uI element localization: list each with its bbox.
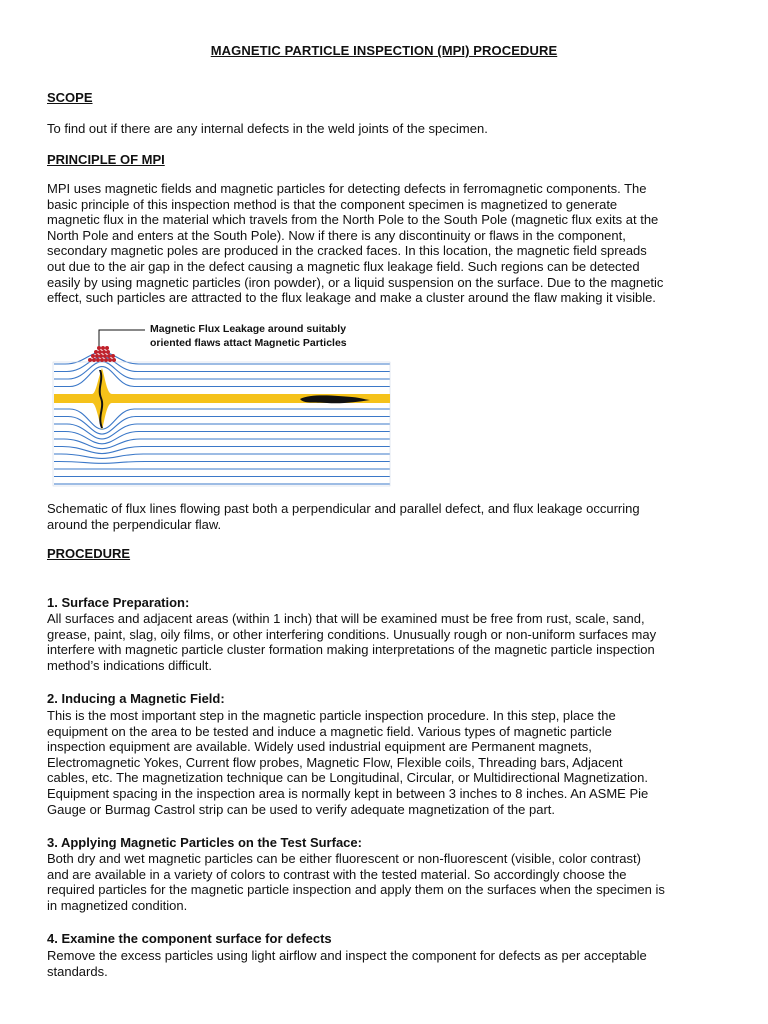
particle bbox=[95, 354, 99, 358]
step-line: standards. bbox=[47, 963, 108, 979]
principle-paragraph bbox=[47, 181, 727, 306]
caption-line: around the perpendicular flaw. bbox=[47, 516, 222, 532]
particle bbox=[98, 350, 102, 354]
step-line: Gauge or Burmag Castrol strip can be used to verify adequate magnetization of the part. bbox=[47, 801, 556, 817]
principle-line: effect, such particles are attracted to the flux leakage and make a cluster around the flaw making it visible. bbox=[47, 290, 656, 306]
particle bbox=[111, 354, 115, 358]
step-line: Both dry and wet magnetic particles can be either fluorescent or non-fluorescent (visible, color contrast) bbox=[47, 851, 641, 866]
step-paragraph bbox=[47, 948, 727, 979]
step-paragraph bbox=[47, 708, 727, 817]
particle bbox=[103, 354, 107, 358]
step-line: in magnetized condition. bbox=[47, 897, 188, 913]
field-line bbox=[54, 462, 390, 464]
principle-line: MPI uses magnetic fields and magnetic particles for detecting defects in ferromagnetic components. The bbox=[47, 181, 647, 196]
figure-caption bbox=[47, 501, 727, 532]
step-line: and are available in a variety of colors to contrast with the tested material. So accordingly choose the bbox=[47, 866, 627, 882]
step-title: 3. Applying Magnetic Particles on the Test Surface: bbox=[47, 835, 362, 850]
principle-line: basic principle of this inspection method is that the component specimen is magnetized to generate bbox=[47, 196, 618, 212]
principle-line: easily by using magnetic particles (iron powder), or a liquid suspension on the surface. Due to the magnetic bbox=[47, 274, 664, 290]
step-paragraph bbox=[47, 611, 727, 673]
particle bbox=[112, 358, 116, 362]
scope-text: To find out if there are any internal defects in the weld joints of the specimen. bbox=[47, 121, 488, 136]
particle bbox=[92, 358, 96, 362]
principle-heading: PRINCIPLE OF MPI bbox=[47, 152, 165, 167]
step-line: inspection equipment are available. Widely used industrial equipment are Permanent magnets, bbox=[47, 739, 592, 755]
particle bbox=[88, 358, 92, 362]
particle bbox=[102, 350, 106, 354]
step-line: All surfaces and adjacent areas (within 1 inch) that will be examined must be free from rust, scale, sand, bbox=[47, 611, 645, 626]
step-title: 4. Examine the component surface for defects bbox=[47, 931, 332, 946]
step-line: equipment on the area to be tested and induce a magnetic field. Various types of magnetic particle bbox=[47, 723, 612, 739]
particle bbox=[101, 346, 105, 350]
step-line: interfere with magnetic particle cluster formation making interpretations of the magnetic particle inspection bbox=[47, 642, 655, 658]
particle bbox=[108, 358, 112, 362]
step-line: method’s indications difficult. bbox=[47, 657, 213, 673]
field-line bbox=[54, 454, 390, 458]
step-line: Remove the excess particles using light airflow and inspect the component for defects as per acceptable bbox=[47, 948, 647, 963]
document-title: MAGNETIC PARTICLE INSPECTION (MPI) PROCEDURE bbox=[210, 43, 558, 58]
particle bbox=[96, 358, 100, 362]
principle-line: out due to the air gap in the defect causing a magnetic flux leakage field. Such regions can be detected bbox=[47, 258, 640, 274]
particle bbox=[91, 354, 95, 358]
principle-line: secondary magnetic poles are produced in the cracked faces. In this location, the magnetic field spreads bbox=[47, 243, 647, 259]
particle bbox=[94, 350, 98, 354]
particle bbox=[99, 354, 103, 358]
field-line bbox=[54, 447, 390, 454]
principle-line: magnetic flux in the material which travels from the North Pole to the South Pole (magnetic flux exits at the bbox=[47, 212, 659, 228]
step-title: 1. Surface Preparation: bbox=[47, 595, 190, 610]
step-paragraph bbox=[47, 851, 727, 913]
figure-label-line: oriented flaws attact Magnetic Particles bbox=[150, 337, 347, 349]
figure-label-line: Magnetic Flux Leakage around suitably bbox=[150, 323, 347, 335]
label-pointer-line bbox=[99, 330, 145, 346]
step-line: cables, etc. The magnetization technique can be Longitudinal, Circular, or Multidirectional Magnetization. bbox=[47, 770, 648, 786]
particle bbox=[100, 358, 104, 362]
particle bbox=[104, 358, 108, 362]
particle bbox=[106, 350, 110, 354]
scope-heading: SCOPE bbox=[47, 90, 93, 105]
caption-line: Schematic of flux lines flowing past both a perpendicular and parallel defect, and flux leakage occurring bbox=[47, 501, 640, 516]
principle-line: North Pole and enters at the South Pole). Now if there is any discontinuity or flaws in the component, bbox=[47, 227, 626, 243]
particle bbox=[97, 346, 101, 350]
step-line: required particles for the magnetic particle inspection and apply them on the surfaces when the specimen is bbox=[47, 882, 665, 898]
procedure-heading: PROCEDURE bbox=[47, 546, 131, 561]
step-line: Equipment spacing in the inspection area is normally kept in between 3 inches to 8 inches. An ASME Pie bbox=[47, 785, 649, 801]
step-line: grease, paint, slag, oily films, or other interfering conditions. Unusually rough or non-uniform surfaces may bbox=[47, 626, 657, 642]
step-line: This is the most important step in the magnetic particle inspection procedure. In this step, place the bbox=[47, 708, 616, 723]
step-line: Electromagnetic Yokes, Current flow probes, Magnetic Flow, Flexible coils, Threading bars, Adjacent bbox=[47, 754, 623, 770]
particle bbox=[107, 354, 111, 358]
figure-label bbox=[150, 322, 347, 350]
step-title: 2. Inducing a Magnetic Field: bbox=[47, 691, 225, 706]
particle bbox=[105, 346, 109, 350]
